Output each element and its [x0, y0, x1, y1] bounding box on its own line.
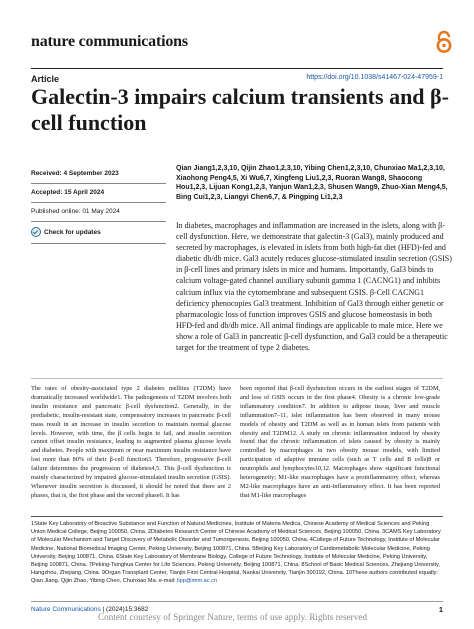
- open-access-lock-icon: [434, 30, 454, 54]
- footer-rule: [31, 601, 443, 602]
- courtesy-watermark: Content courtesy of Springer Nature, terms of use apply. Rights reserved: [98, 612, 368, 622]
- article-type-label: Article: [31, 74, 60, 84]
- accepted-date: Accepted: 15 April 2024: [31, 184, 166, 203]
- check-updates-link[interactable]: [31, 222, 166, 244]
- email-label: e-mail:: [158, 578, 176, 585]
- affiliations: [31, 520, 443, 586]
- published-date: Published online: 01 May 2024: [31, 203, 166, 222]
- journal-name[interactable]: nature communications: [31, 33, 188, 50]
- doi-link[interactable]: https://doi.org/10.1038/s41467-024-47959-1: [306, 74, 443, 81]
- body-column-right: been reported that β-cell dysfunction occurs in the earliest stages of T2DM, and loss of GSIS occurs in the first phase4. Obesity is a chronic low-grade inflammatory condition7. In addition to adipose tissue, liver and muscle inflammation7–11, islet inflammation has been observed in many mouse models of obesity and T2DM as well as in human islets from patients with obesity and T2DM12. A study on chronic inflammation induced by obesity found that the chronic inflammation of islets caused by obesity is mainly controlled by macrophages in two obesity mouse models, with limited participation of adaptive immune cells (such as T cells and B cells)8 or neutrophils and lymphocytes10,12. Macrophages show significant functional heterogeneity; M1-like macrophages have a proinflammatory effect, whereas M2-like macrophages have an anti-inflammatory effect. It has been reported that M1-like macrophages: [240, 385, 440, 499]
- corresponding-email[interactable]: lipp@imm.ac.cn: [177, 578, 218, 585]
- footer-journal[interactable]: Nature Communications: [31, 606, 101, 613]
- body-column-left: The rates of obesity-associated type 2 diabetes mellitus (T2DM) have dramatically increased worldwide1. The pathogenesis of T2DM involves both insulin resistance and pancreatic β-cell dysfunction2. Generally, in the prediabetic, insulin-resistant state, compensatory increases in pancreatic β-cell mass result in an increase in insulin secretion to maintain normal glucose levels. However, with time, the β cells begin to fail, and insulin secretion cannot offset insulin resistance, leading to augmented plasma glucose levels and diabetes. People with maximum or near maximum insulin resistance have lost more than 80% of their β-cell function3. Therefore, progressive β-cell failure determines the progression of diabetes4,5. This β-cell dysfunction is mainly characterized by impaired glucose-stimulated insulin secretion (GSIS). Whenever insulin secretion is discussed, it should be noted that there are 2 phases, that is, the first phase and the second phase6. It has: [31, 385, 231, 499]
- author-list: Qian Jiang1,2,3,10, Qijin Zhao1,2,3,10, Yibing Chen1,2,3,10, Chunxiao Ma1,2,3,10, Xiaohong Peng4,5, Xi Wu6,7, Xingfeng Liu1,2,3, Ruoran Wang8, Shaocong Hou1,2,3, Lijuan Kong1,2,3, Yanjun Wan1,2,3, Shusen Wang9, Zhuo-Xian Meng4,5, Bing Cui1,2,3, Liangyi Chen6,7, & Pingping Li1,2,3: [176, 165, 448, 201]
- received-date: Received: 4 September 2023: [31, 165, 166, 184]
- footnote-rule: [31, 516, 443, 517]
- article-title: Galectin-3 impairs calcium transients and β-cell function: [31, 84, 449, 135]
- footer-volume: | (2024)15:3682: [102, 606, 149, 613]
- page-number: 1: [438, 605, 443, 614]
- check-updates-label: Check for updates: [44, 228, 101, 236]
- article-dates: [31, 165, 166, 244]
- affiliations-text: 1State Key Laboratory of Bioactive Substance and Function of Natural Medicines, Institute of Materia Medica, Chinese Academy of Medical Sciences and Peking Union Medical College, Beijing 100050, China. 2Diabetes Research Center of Chinese Academy of Medical Sciences, Beijing 100050, China. 3CAMS Key Laboratory of Molecular Mechanism and Target Discovery of Metabolic Disorder and Tumorigenesis, Beijing 100050, China. 4College of Future Technology, Institute of Molecular Medicine, National Biomedical Imaging Center, Peking University, Beijing 100871, China. 5Beijing Key Laboratory of Cardiometabolic Molecular Medicine, Peking University, Beijing 100871, China. 6State Key Laboratory of Membrane Biology, College of Future Technology, Institute of Molecular Medicine, Peking University, Beijing 100871, China. 7Peking-Tsinghua Center for Life Sciences, Peking University, Beijing 100871, China. 8School of Basic Medical Sciences, Zhejiang University, Hangzhou, Zhejiang, China. 9Organ Transplant Center, Tianjin First Central Hospital, Nankai University, Tianjin 300192, China. 10These authors contributed equally: Qian Jiang, Qijin Zhao, Yibing Chen, Chunxiao Ma.: [31, 521, 441, 585]
- header-rule: [31, 68, 443, 69]
- abstract: In diabetes, macrophages and inflammation are increased in the islets, along with β-cell dysfunction. Here, we demonstrate that galectin-3 (Gal3), mainly produced and secreted by macrophages, is elevated in islets from both high-fat diet (HFD)-fed and diabetic db/db mice. Gal3 acutely reduces glucose-stimulated insulin secretion (GSIS) in β-cell lines and primary islets in mice and humans. Importantly, Gal3 binds to calcium voltage-gated channel auxiliary subunit gamma 1 (CACNG1) and inhibits calcium influx via the cytomembrane and subsequent GSIS. β-Cell CACNG1 deficiency phenocopies Gal3 treatment. Inhibition of Gal3 through either genetic or pharmacologic loss of function improves GSIS and glucose homeostasis in both HFD-fed and db/db mice. All animal findings are applicable to male mice. Here we show a role of Gal3 in pancreatic β-cell dysfunction, and Gal3 could be a therapeutic target for the treatment of type 2 diabetes.: [176, 221, 452, 353]
- section-divider: [31, 378, 443, 379]
- check-updates-icon: [31, 227, 41, 237]
